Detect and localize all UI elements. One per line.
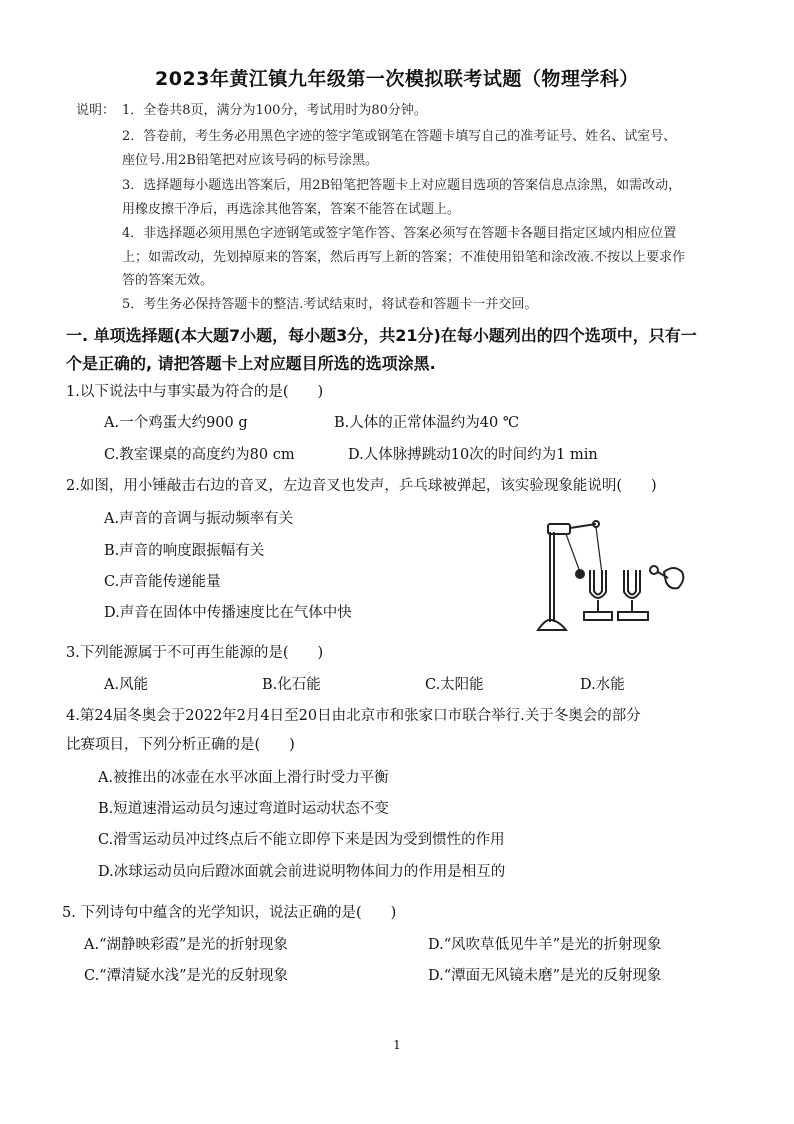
question-2-option-c: C.声音能传递能量 [104, 574, 221, 590]
question-4-stem: 4.第24届冬奥会于2022年2月4日至20日由北京市和张家口市联合举行.关于冬奥会的部分 [66, 708, 641, 724]
question-4-stem-cont: 比赛项目，下列分析正确的是( ) [66, 737, 295, 753]
instruction-line: 2．答卷前，考生务必用黑色字迹的签字笔或钢笔在答题卡填写自己的准考证号、姓名、试室号、 [122, 129, 677, 144]
question-1-option-d: D.人体脉搏跳动10次的时间约为1 min [348, 447, 598, 463]
question-4-option-d: D.冰球运动员向后蹬冰面就会前进说明物体间力的作用是相互的 [98, 864, 506, 880]
instruction-line: 座位号.用2B铅笔把对应该号码的标号涂黑。 [122, 153, 378, 168]
instruction-line: 1．全卷共8页，满分为100分，考试用时为80分钟。 [122, 103, 427, 118]
question-1-option-c: C.教室课桌的高度约为80 cm [104, 447, 295, 463]
instruction-line: 3．选择题每小题选出答案后，用2B铅笔把答题卡上对应题目选项的答案信息点涂黑，如需改动， [122, 178, 682, 193]
question-3-option-a: A.风能 [104, 677, 149, 693]
section-heading: 一. 单项选择题(本大题7小题，每小题3分，共21分)在每小题列出的四个选项中，只有一 [66, 326, 697, 345]
instruction-line: 用橡皮擦干净后，再选涂其他答案，答案不能答在试题上。 [122, 202, 461, 217]
question-2-option-b: B.声音的响度跟振幅有关 [104, 543, 265, 559]
question-3-option-c: C.太阳能 [425, 677, 484, 693]
instruction-line: 5．考生务必保持答题卡的整洁.考试结束时，将试卷和答题卡一并交回。 [122, 297, 538, 312]
question-2-stem: 2.如图，用小锤敲击右边的音叉，左边音叉也发声，乒乓球被弹起，该实验现象能说明( ) [66, 478, 657, 494]
question-5-option-a: A.“湖静映彩霞”是光的折射现象 [84, 937, 288, 953]
instructions-label: 说明： [76, 103, 116, 118]
question-3-option-b: B.化石能 [262, 677, 321, 693]
question-1-stem: 1.以下说法中与事实最为符合的是( ) [66, 384, 324, 400]
question-2-option-d: D.声音在固体中传播速度比在气体中快 [104, 605, 352, 621]
question-1-option-a: A.一个鸡蛋大约900 g [104, 415, 248, 431]
section-heading-cont: 个是正确的, 请把答题卡上对应题目所选的选项涂黑. [66, 354, 436, 373]
instruction-line: 答的答案无效。 [122, 273, 214, 288]
question-4-option-b: B.短道速滑运动员匀速过弯道时运动状态不变 [98, 801, 389, 817]
question-5-option-d: D.“潭面无风镜未磨”是光的反射现象 [428, 968, 662, 984]
question-3-option-d: D.水能 [580, 677, 625, 693]
question-1-option-b: B.人体的正常体温约为40 ℃ [334, 415, 520, 431]
question-5-option-c: C.“潭清疑水浅”是光的反射现象 [84, 968, 289, 984]
exam-title: 2023年黄江镇九年级第一次模拟联考试题（物理学科） [155, 68, 639, 90]
question-3-stem: 3.下列能源属于不可再生能源的是( ) [66, 645, 324, 661]
question-5-stem: 5. 下列诗句中蕴含的光学知识，说法正确的是( ) [62, 905, 397, 921]
tuning-fork-diagram [532, 514, 692, 644]
instruction-line: 4．非选择题必须用黑色字迹钢笔或签字笔作答、答案必须写在答题卡各题目指定区域内相应位置 [122, 226, 677, 241]
page-number: 1 [393, 1038, 401, 1052]
question-2-option-a: A.声音的音调与振动频率有关 [104, 511, 294, 527]
question-5-option-b: D.“风吹草低见牛羊”是光的折射现象 [428, 937, 662, 953]
instruction-line: 上；如需改动，先划掉原来的答案，然后再写上新的答案；不准使用铅笔和涂改液.不按以上要求作 [122, 250, 686, 265]
question-4-option-c: C.滑雪运动员冲过终点后不能立即停下来是因为受到惯性的作用 [98, 832, 505, 848]
question-4-option-a: A.被推出的冰壶在水平冰面上滑行时受力平衡 [98, 770, 389, 786]
